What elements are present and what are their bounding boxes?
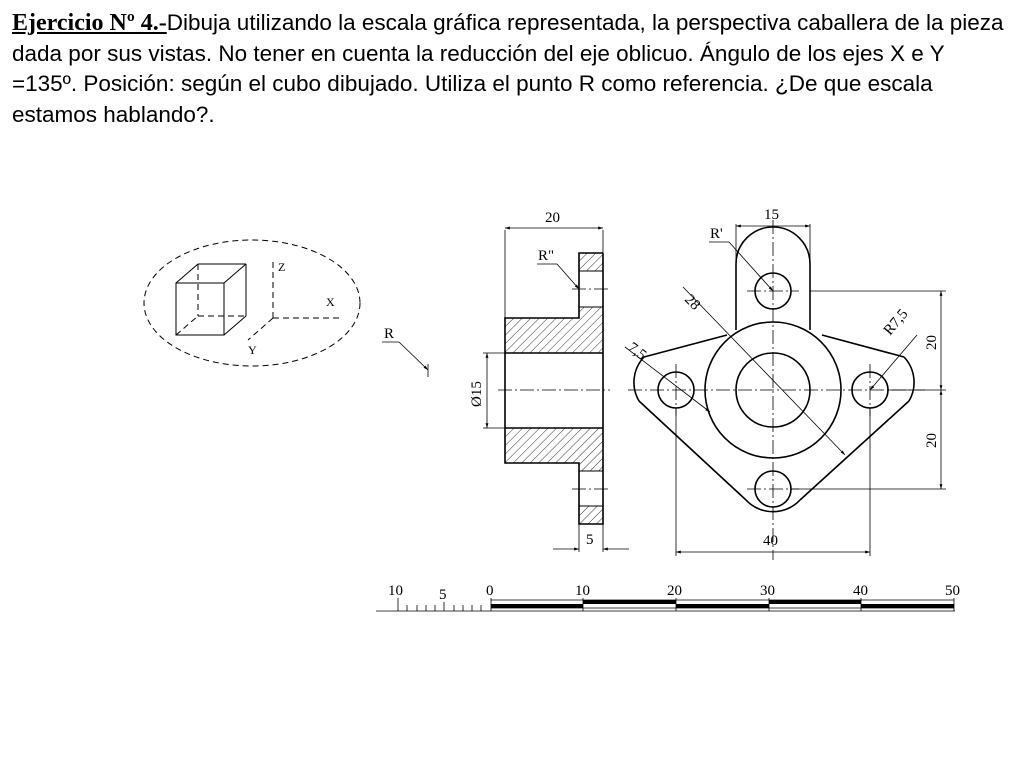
front-reference-label: R' xyxy=(710,226,723,242)
scale-label-30: 30 xyxy=(760,583,775,599)
scale-segment-20-30 xyxy=(676,604,769,608)
side-view xyxy=(469,210,629,552)
hole-diameter-dimension: 7,5 xyxy=(624,339,650,364)
cube-icon xyxy=(176,264,246,335)
hub-diameter-dimension: 28 xyxy=(681,291,704,314)
side-reference-label: R" xyxy=(538,248,555,264)
scale-segment-40-50 xyxy=(861,604,954,608)
scale-segment-10-20 xyxy=(583,600,676,604)
exercise-body: Dibuja utilizando la escala gráfica representada, la perspectiva caballera de la pieza dada por sus vistas. No tener en cuenta la reducción del eje oblicuo. Ángulo de los ejes X e Y =135º. Posición: según el cubo dibujado. Utiliza el punto R como referencia. ¿De que escala estamos hablando?. xyxy=(12,10,1004,127)
scale-label-40: 40 xyxy=(853,583,868,599)
side-diameter-dimension: Ø15 xyxy=(469,381,485,407)
x-axis-label: X xyxy=(326,295,335,309)
graphic-scale xyxy=(376,583,960,611)
lug-radius-dimension: R7,5 xyxy=(880,306,912,339)
bottom-width-dimension: 40 xyxy=(763,533,778,549)
scale-label-0: 0 xyxy=(486,583,494,599)
axes-cube-figure xyxy=(144,240,360,366)
scale-label-20: 20 xyxy=(667,583,682,599)
front-lug-width-dimension: 15 xyxy=(764,207,779,223)
exercise-title: Ejercicio Nº 4.- xyxy=(12,10,167,36)
scale-label-10: 10 xyxy=(575,583,590,599)
scale-label-neg10: 10 xyxy=(388,583,403,599)
scale-segment-30-40 xyxy=(769,600,861,604)
z-axis-label: Z xyxy=(278,260,286,274)
front-view xyxy=(625,207,946,560)
y-axis-label: Y xyxy=(248,343,257,357)
upper-vertical-dimension: 20 xyxy=(924,335,940,350)
side-flange-dimension: 5 xyxy=(586,532,594,548)
reference-point-r xyxy=(382,326,428,377)
y-axis xyxy=(248,318,273,340)
scale-label-neg5: 5 xyxy=(439,587,447,603)
scale-segment-0-10 xyxy=(491,604,583,608)
side-width-dimension: 20 xyxy=(545,210,560,226)
scale-label-50: 50 xyxy=(945,583,960,599)
reference-point-label: R xyxy=(384,326,395,342)
lower-vertical-dimension: 20 xyxy=(924,433,940,448)
